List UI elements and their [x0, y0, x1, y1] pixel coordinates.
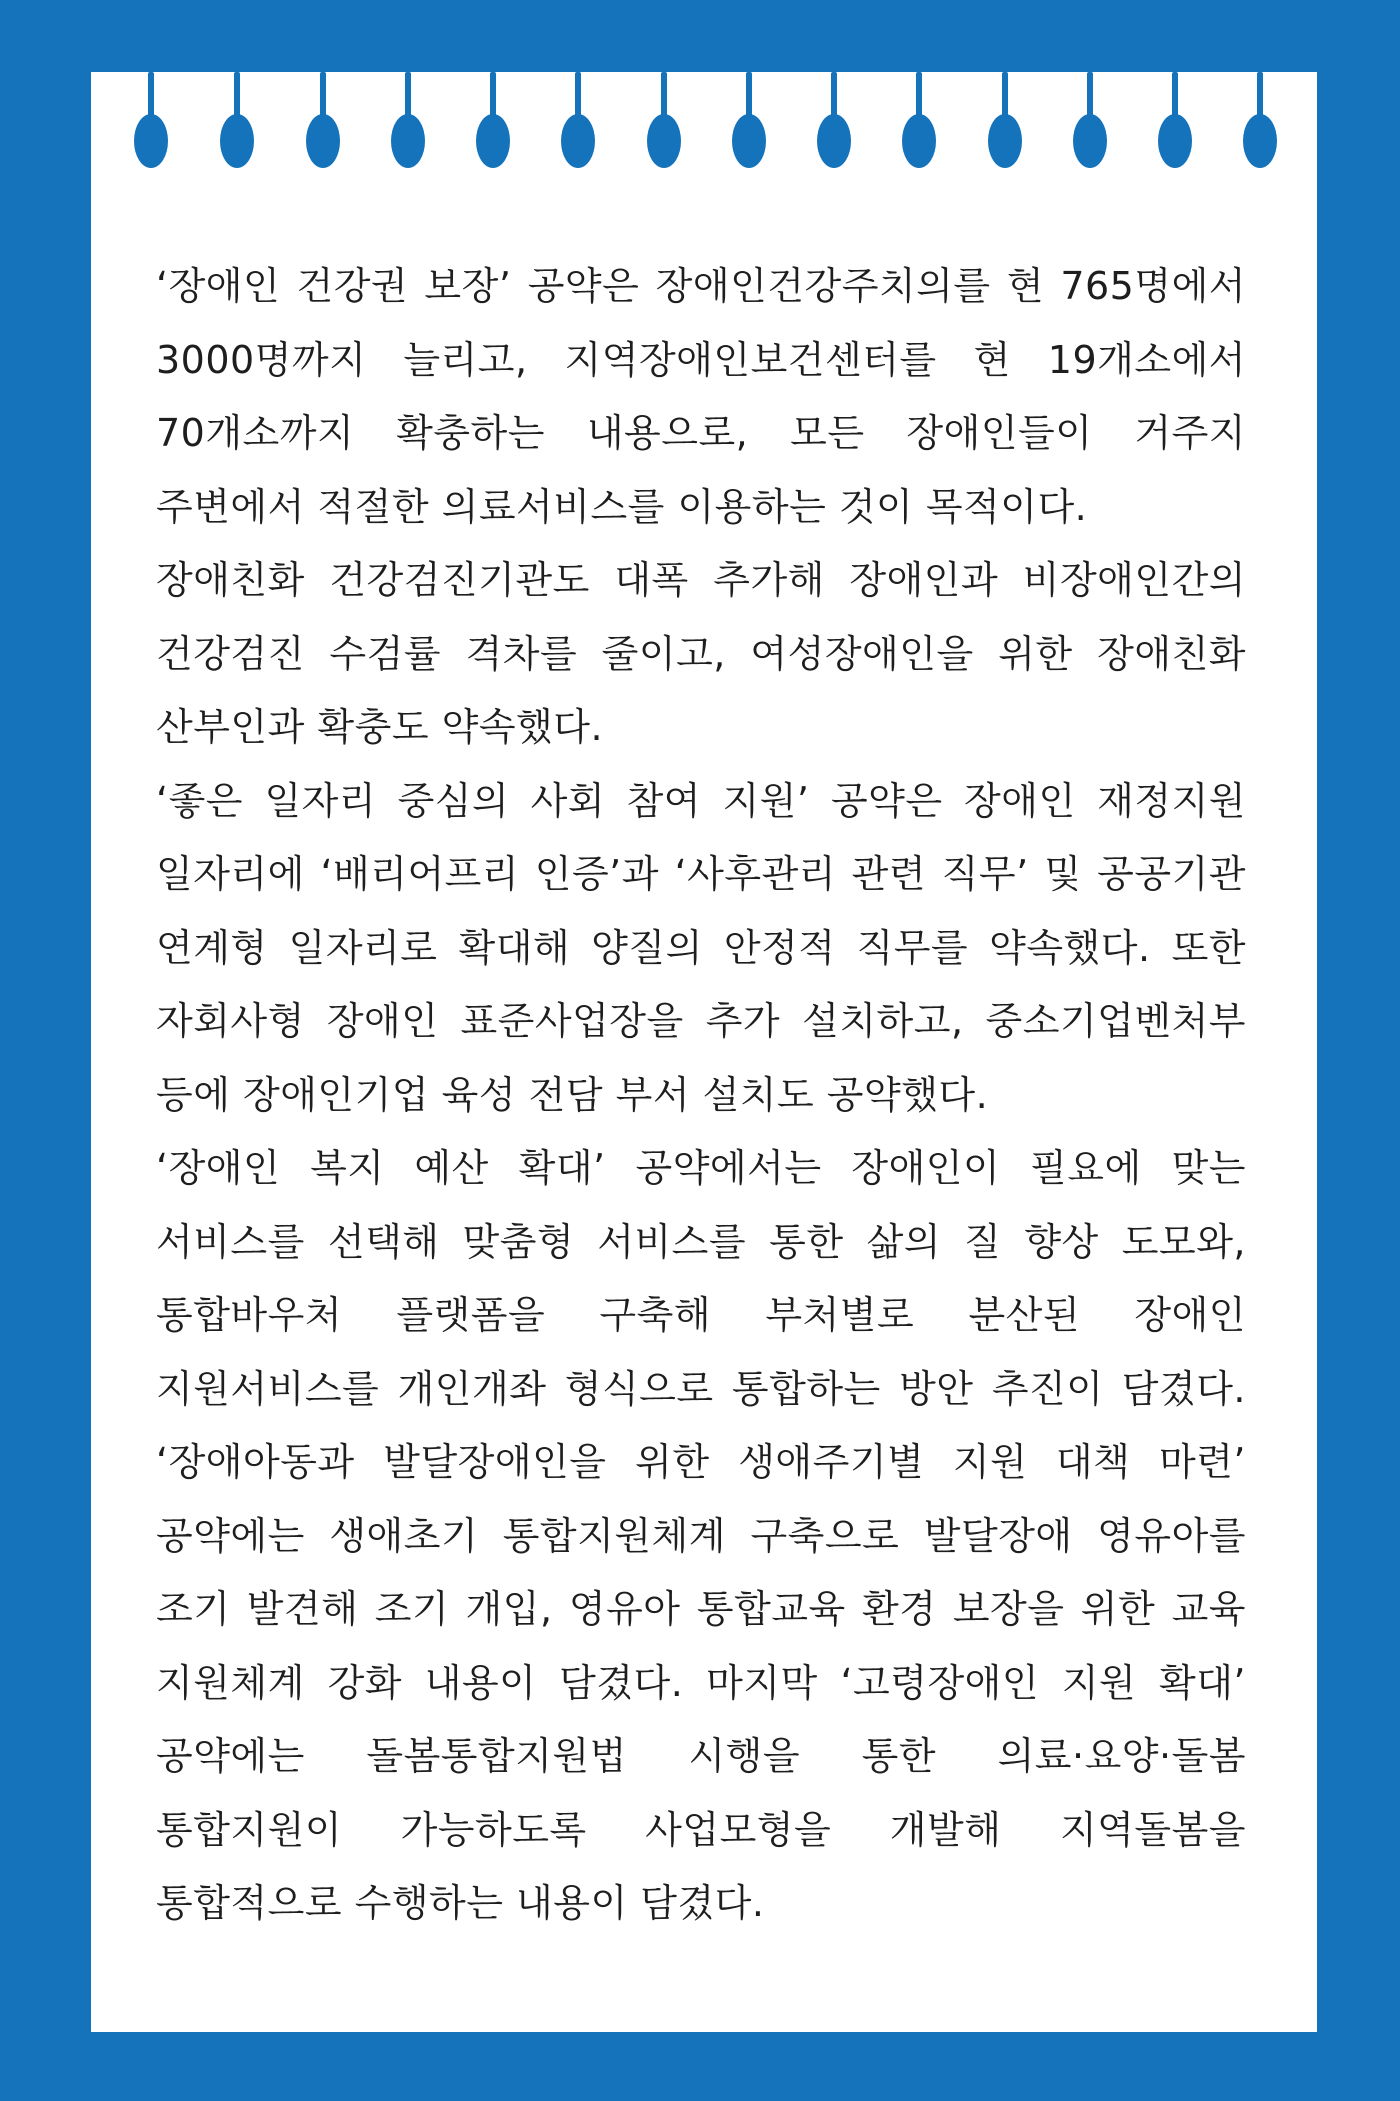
binding-ring-icon [647, 0, 681, 170]
binding-ring-icon [902, 0, 936, 170]
paragraph-jobs: ‘좋은 일자리 중심의 사회 참여 지원’ 공약은 장애인 재정지원 일자리에 ‘배리어프리 인증’과 ‘사후관리 관련 직무’ 및 공공기관 연계형 일자리로 확대해 양질의 안정적 직무를 약속했다. 또한 자회사형 장애인 표준사업장을 추가 설치하고, 중소기업벤처부 등에 장애인기업 육성 전담 부서 설치도 공약했다. [156, 778, 1246, 1117]
article-body [156, 250, 1246, 1941]
paragraph-health-rights: ‘장애인 건강권 보장’ 공약은 장애인건강주치의를 현 765명에서 3000명까지 늘리고, 지역장애인보건센터를 현 19개소에서 70개소까지 확충하는 내용으로, 모든 장애인들이 거주지 주변에서 적절한 의료서비스를 이용하는 것이 목적이다. [156, 264, 1246, 529]
paragraph-welfare-budget: ‘장애인 복지 예산 확대’ 공약에서는 장애인이 필요에 맞는 서비스를 선택해 맞춤형 서비스를 통한 삶의 질 향상 도모와, 통합바우처 플랫폼을 구축해 부처별로 분산된 장애인 지원서비스를 개인개좌 형식으로 통합하는 방안 추진이 담겼다. ‘장애아동과 발달장애인을 위한 생애주기별 지원 대책 마련’ 공약에는 생애초기 통합지원체계 구축으로 발달장애 영유아를 조기 발견해 조기 개입, 영유아 통합교육 환경 보장을 위한 교육 지원체계 강화 내용이 담겼다. 마지막 ‘고령장애인 지원 확대’ 공약에는 돌봄통합지원법 시행을 통한 의료·요양·돌봄 통합지원이 가능하도록 사업모형을 개발해 지역돌봄을 통합적으로 수행하는 내용이 담겼다. [156, 1146, 1246, 1925]
binding-ring-icon [220, 0, 254, 170]
spiral-binding [0, 0, 1400, 200]
binding-ring-icon [391, 0, 425, 170]
binding-ring-icon [817, 0, 851, 170]
binding-ring-icon [988, 0, 1022, 170]
paragraph-health-checkup: 장애친화 건강검진기관도 대폭 추가해 장애인과 비장애인간의 건강검진 수검률 격차를 줄이고, 여성장애인을 위한 장애친화 산부인과 확충도 약속했다. [156, 558, 1246, 749]
binding-ring-icon [732, 0, 766, 170]
binding-ring-icon [561, 0, 595, 170]
binding-ring-icon [1158, 0, 1192, 170]
binding-ring-icon [306, 0, 340, 170]
binding-ring-icon [1243, 0, 1277, 170]
binding-ring-icon [476, 0, 510, 170]
binding-ring-icon [134, 0, 168, 170]
binding-ring-icon [1073, 0, 1107, 170]
